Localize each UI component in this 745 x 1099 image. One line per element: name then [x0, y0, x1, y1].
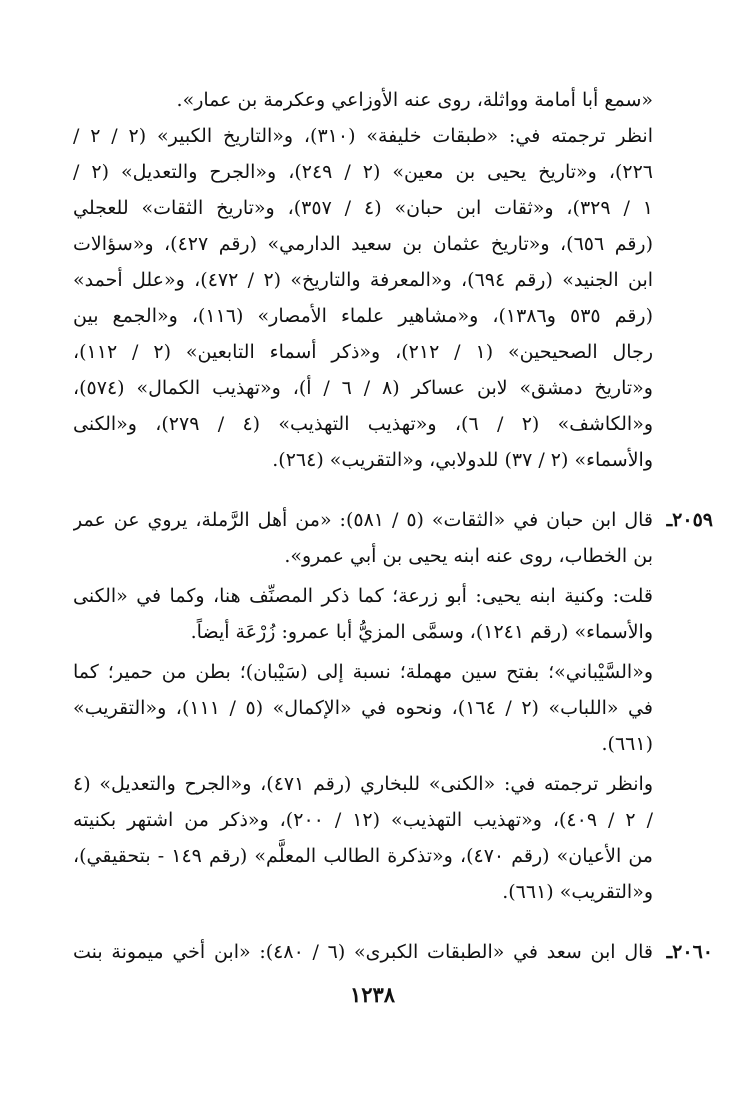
text-line: ابن الجنيد» (رقم ٦٩٤)، و«المعرفة والتاريخ» (٢ / ٤٧٢)، و«علل أحمد»	[73, 269, 653, 291]
text-line: والأسماء» (رقم ١٢٤١)، وسمَّى المزيُّ أبا عمرو: زُرْعَة أيضاً.	[190, 621, 653, 643]
text-line: قال ابن سعد في «الطبقات الكبرى» (٦ / ٤٨٠): «ابن أخي ميمونة بنت	[73, 941, 653, 963]
book-page	[0, 82, 745, 1099]
text-line: في «اللباب» (٢ / ١٦٤)، ونحوه في «الإكمال» (٥ / ١١١)، و«التقريب»	[73, 697, 653, 719]
text-line: (٦٦١).	[601, 733, 653, 755]
text-line: رجال الصحيحين» (١ / ٢١٢)، و«ذكر أسماء التابعين» (٢ / ١١٢)،	[73, 341, 653, 363]
text-line: و«التقريب» (٦٦١).	[502, 881, 653, 903]
text-line: (رقم ٥٣٥ و١٣٨٦)، و«مشاهير علماء الأمصار» (١١٦)، و«الجمع بين	[73, 305, 653, 327]
text-line: بن الخطاب، روى عنه ابنه يحيى بن أبي عمرو».	[284, 545, 653, 567]
text-line: والأسماء» (٢ / ٣٧) للدولابي، و«التقريب» (٢٦٤).	[272, 449, 653, 471]
text-line: «سمع أبا أمامة وواثلة، روى عنه الأوزاعي وعكرمة بن عمار».	[176, 89, 653, 111]
text-line: من الأعيان» (رقم ٤٧٠)، و«تذكرة الطالب المعلَّم» (رقم ١٤٩ - بتحقيقي)،	[73, 845, 653, 867]
entry-number: ٢٠٥٩ـ	[666, 509, 713, 531]
text-line: ١ / ٣٢٩)، و«ثقات ابن حبان» (٤ / ٣٥٧)، و«تاريخ الثقات» للعجلي	[73, 197, 653, 219]
text-line: قلت: وكنية ابنه يحيى: أبو زرعة؛ كما ذكر المصنِّف هنا، وكما في «الكنى	[73, 585, 653, 607]
text-line: وانظر ترجمته في: «الكنى» للبخاري (رقم ٤٧١)، و«الجرح والتعديل» (٤	[73, 773, 653, 795]
entry-number: ٢٠٦٠ـ	[666, 941, 713, 963]
text-line: (رقم ٦٥٦)، و«تاريخ عثمان بن سعيد الدارمي» (رقم ٤٢٧)، و«سؤالات	[73, 233, 653, 255]
text-line: و«تاريخ دمشق» لابن عساكر (٨ / ٦ / أ)، و«تهذيب الكمال» (٥٧٤)،	[73, 377, 653, 399]
text-line: قال ابن حبان في «الثقات» (٥ / ٥٨١): «من أهل الرَّملة، يروي عن عمر	[73, 509, 653, 531]
text-line: ٢٢٦)، و«تاريخ يحيى بن معين» (٢ / ٢٤٩)، و«الجرح والتعديل» (٢ /	[73, 161, 653, 183]
text-line: انظر ترجمته في: «طبقات خليفة» (٣١٠)، و«التاريخ الكبير» (٢ / ٢ /	[73, 125, 653, 147]
page-number: ١٢٣٨	[349, 982, 396, 1007]
text-line: و«السَّيْباني»؛ بفتح سين مهملة؛ نسبة إلى (سَيْبان)؛ بطن من حمير؛ كما	[73, 661, 653, 683]
text-line: / ٢ / ٤٠٩)، و«تهذيب التهذيب» (١٢ / ٢٠٠)، و«ذكر من اشتهر بكنيته	[73, 809, 653, 831]
text-line: و«الكاشف» (٢ / ٦)، و«تهذيب التهذيب» (٤ / ٢٧٩)، و«الكنى	[73, 413, 653, 435]
